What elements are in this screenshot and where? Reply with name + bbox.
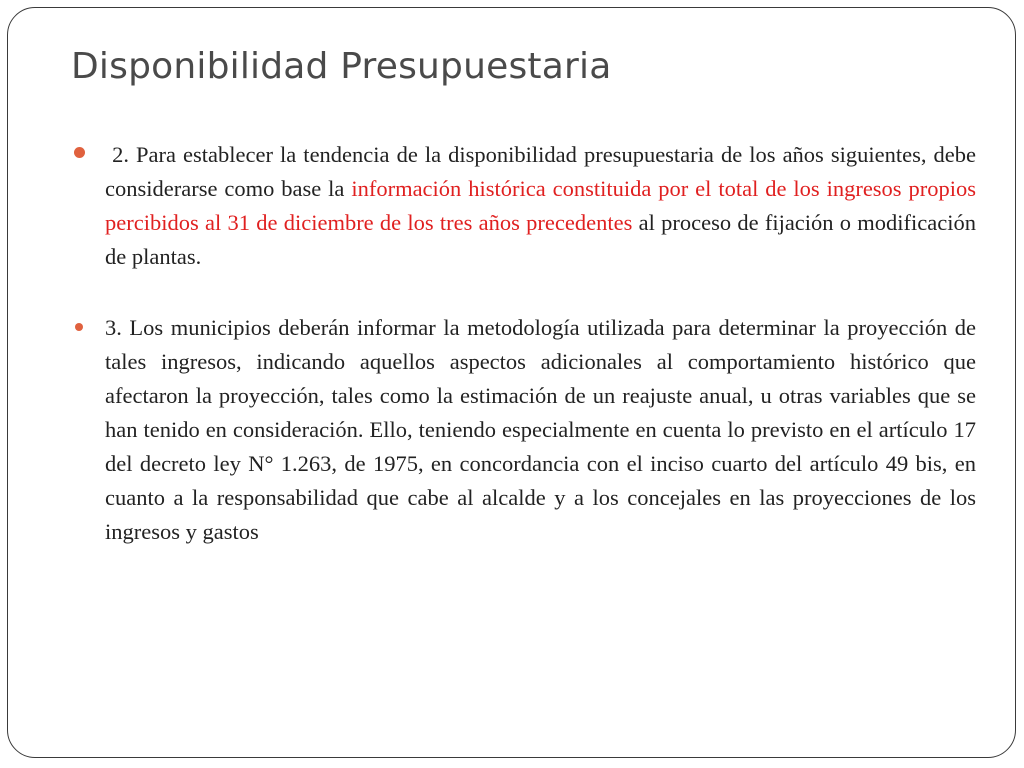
slide-title: Disponibilidad Presupuestaria bbox=[71, 46, 612, 87]
bullet-dot-icon bbox=[75, 323, 83, 331]
slide-content bbox=[74, 138, 982, 549]
bullet-1-text-before: 2. Para establecer la tendencia de la disponibilidad presupuestaria de los años siguientes, debe considerarse como base la bbox=[105, 142, 982, 201]
bullet-dot-icon bbox=[74, 147, 85, 158]
bullet-1-text-after: al proceso de fijación o modificación de plantas. bbox=[105, 210, 977, 269]
slide-frame bbox=[7, 7, 1016, 758]
bullet-1-highlight: información histórica constituida por el total de los ingresos propios percibidos al 31 de diciembre de los tres años precedentes bbox=[105, 176, 976, 235]
bullet-item-2 bbox=[74, 311, 976, 549]
bullet-item-1 bbox=[74, 138, 982, 274]
bullet-2-text: 3. Los municipios deberán informar la metodología utilizada para determinar la proyección de tales ingresos, indicando aquellos aspectos adicionales al comportamiento histórico que afectaron la proyección, tales como la estimación de un reajuste anual, u otras variables que se han tenido en consideración. Ello, teniendo especialmente en cuenta lo previsto en el artículo 17 del decreto ley N° 1.263, de 1975, en concordancia con el inciso cuarto del artículo 49 bis, en cuanto a la responsabilidad que cabe al alcalde y a los concejales en las proyecciones de los ingresos y gastos bbox=[105, 315, 976, 544]
